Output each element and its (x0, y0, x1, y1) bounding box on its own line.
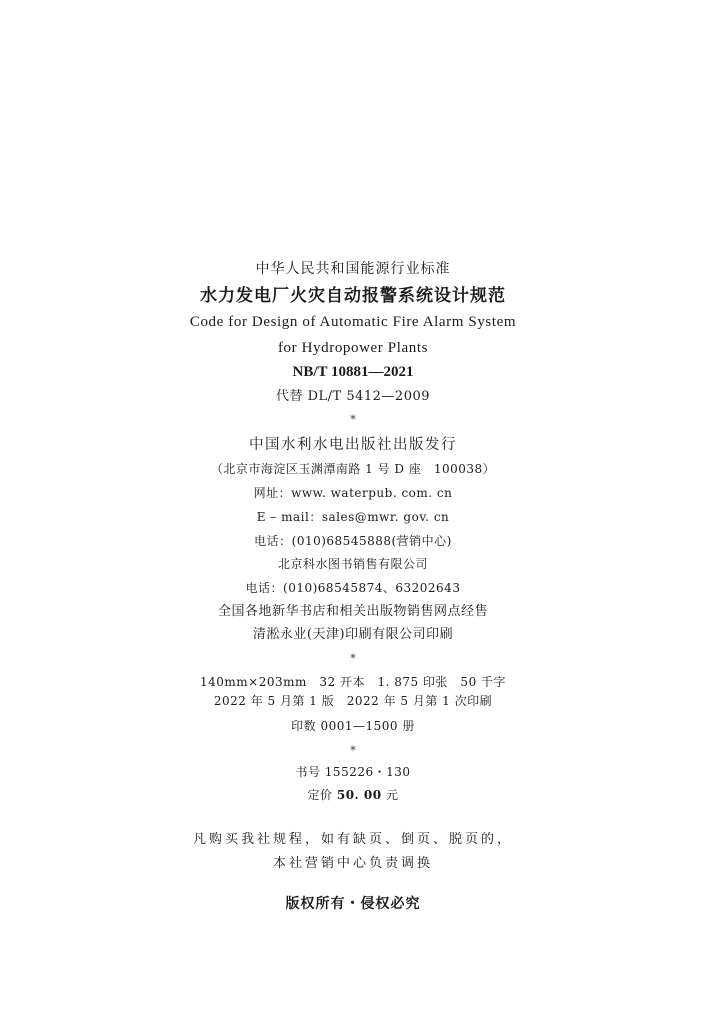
book-number: 书号 155226・130 (295, 765, 411, 779)
standard-type: 中华人民共和国能源行业标准 (255, 261, 451, 277)
distributor: 北京科水图书销售有限公司 (277, 557, 428, 571)
separator-2: * (350, 652, 356, 665)
marketing-phone: 电话：(010)68545888(营销中心) (254, 534, 452, 548)
distributor-phone: 电话：(010)68545874、63202643 (245, 581, 461, 595)
print-run: 印数 0001—1500 册 (291, 719, 415, 733)
replaces-standard: 代替 DL/T 5412—2009 (275, 389, 431, 404)
retail-outlets: 全国各地新华书店和相关出版物销售网点经售 (217, 604, 488, 619)
publisher-email: E – mail：sales@mwr. gov. cn (256, 510, 450, 524)
replacement-notice-line1: 凡购买我社规程，如有缺页、倒页、脱页的， (192, 832, 513, 847)
price-value: 50. 00 (336, 788, 382, 802)
replacement-notice-line2: 本社营销中心负责调换 (272, 856, 433, 871)
title-english-line2: for Hydropower Plants (277, 340, 429, 356)
price (0, 789, 706, 801)
copyright-notice: 版权所有・侵权必究 (285, 896, 421, 912)
printer: 清淞永业(天津)印刷有限公司印刷 (252, 627, 454, 642)
separator-3: * (350, 744, 356, 757)
price-label: 定价 (307, 788, 333, 802)
publisher-address: （北京市海淀区玉渊潭南路 1 号 D 座 100038） (210, 462, 496, 476)
edition-info: 2022 年 5 月第 1 版 2022 年 5 月第 1 次印刷 (213, 694, 493, 708)
publisher: 中国水利水电出版社出版发行 (249, 437, 457, 453)
price-unit: 元 (385, 788, 399, 802)
book-specs: 140mm×203mm 32 开本 1. 875 印张 50 千字 (199, 675, 507, 689)
title-chinese: 水力发电厂火灾自动报警系统设计规范 (200, 286, 506, 306)
title-english-line1: Code for Design of Automatic Fire Alarm System (189, 314, 517, 330)
publisher-website: 网址：www. waterpub. com. cn (253, 486, 453, 500)
standard-code: NB/T 10881—2021 (292, 364, 414, 380)
separator-1: * (350, 413, 356, 426)
